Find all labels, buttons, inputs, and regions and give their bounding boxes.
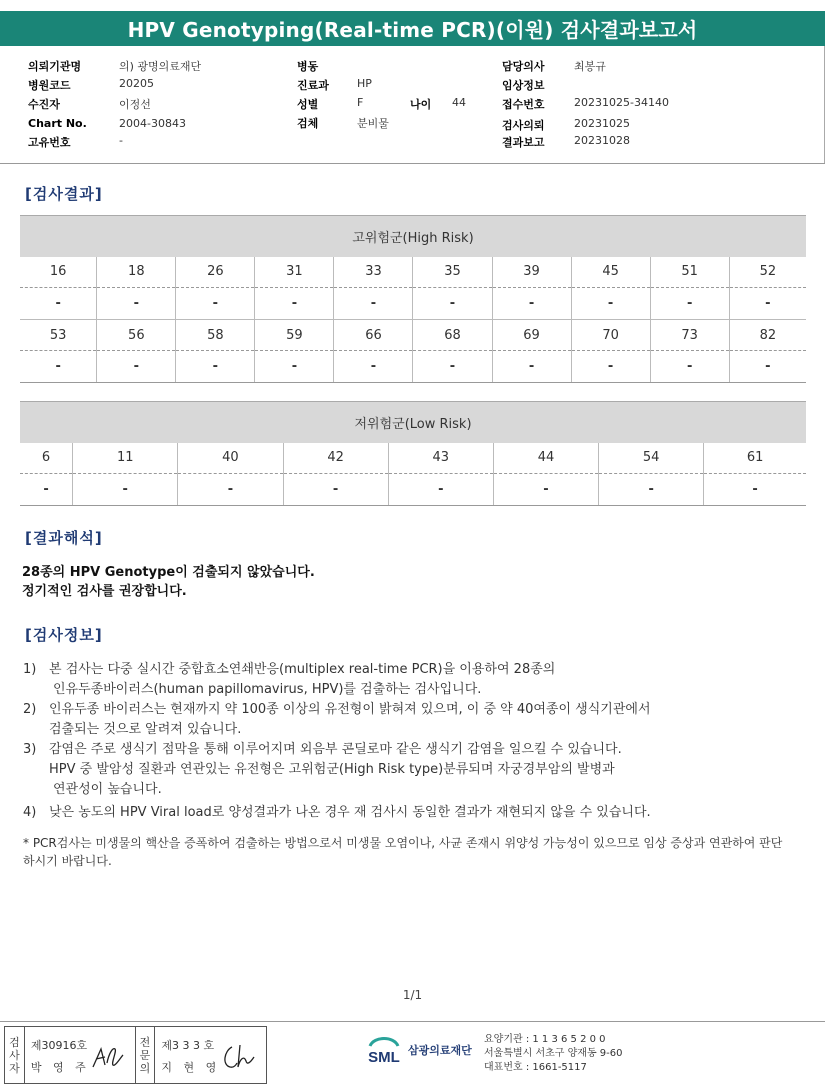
genotype-cell: 56 bbox=[97, 320, 176, 351]
info-value: 분비물 bbox=[357, 117, 389, 130]
result-cell: - bbox=[599, 474, 704, 506]
genotype-cell: 42 bbox=[283, 443, 388, 474]
info-value: 44 bbox=[452, 96, 466, 109]
genotype-cell: 53 bbox=[20, 320, 97, 351]
genotype-cell: 39 bbox=[492, 257, 571, 288]
result-cell: - bbox=[413, 288, 492, 320]
result-cell: - bbox=[388, 474, 493, 506]
note-item bbox=[23, 660, 803, 700]
reviewer-label bbox=[136, 1027, 156, 1083]
report-title: HPV Genotyping(Real-time PCR)(이원) 검사결과보고서 bbox=[0, 11, 825, 46]
results-title: [검사결과] bbox=[25, 185, 103, 203]
vertical-label-char: 검 bbox=[9, 1035, 20, 1049]
info-value: 20231025 bbox=[574, 117, 630, 130]
logo-mark: SML bbox=[368, 1049, 400, 1066]
note-number: 2) bbox=[23, 702, 37, 717]
genotype-cell: 68 bbox=[413, 320, 492, 351]
note-number: 1) bbox=[23, 662, 37, 677]
high-risk-table bbox=[20, 215, 806, 383]
genotype-cell: 35 bbox=[413, 257, 492, 288]
result-cell: - bbox=[176, 351, 255, 383]
low-risk-header: 저위험군(Low Risk) bbox=[20, 402, 806, 443]
result-cell: - bbox=[20, 351, 97, 383]
result-cell: - bbox=[176, 288, 255, 320]
org-code: 요양기관 : 1 1 3 6 5 2 0 0 bbox=[484, 1034, 606, 1045]
note-line: 연관성이 높습니다. bbox=[53, 782, 162, 797]
note-line: HPV 중 발암성 질환과 연관있는 유전형은 고위험군(High Risk type)분류되며 자궁경부암의 발병과 bbox=[49, 762, 615, 777]
vertical-label-char: 자 bbox=[9, 1061, 20, 1075]
result-cell: - bbox=[255, 288, 334, 320]
genotype-cell: 6 bbox=[20, 443, 73, 474]
interpretation-title: [결과해석] bbox=[25, 529, 103, 547]
genotype-cell: 51 bbox=[650, 257, 729, 288]
genotype-cell: 45 bbox=[571, 257, 650, 288]
tester-cell bbox=[25, 1027, 136, 1083]
info-value: 20231025-34140 bbox=[574, 96, 669, 109]
note-number: 4) bbox=[23, 805, 37, 820]
reviewer-license: 제3 3 3 호 bbox=[161, 1039, 215, 1052]
info-label: 병동 bbox=[297, 60, 319, 73]
result-cell: - bbox=[334, 288, 413, 320]
result-cell: - bbox=[729, 288, 806, 320]
result-cell: - bbox=[493, 474, 598, 506]
genotype-cell: 69 bbox=[492, 320, 571, 351]
genotype-cell: 58 bbox=[176, 320, 255, 351]
info-value: 20231028 bbox=[574, 134, 630, 147]
genotype-cell: 73 bbox=[650, 320, 729, 351]
info-value: 이정선 bbox=[119, 98, 151, 111]
info-title: [검사정보] bbox=[25, 626, 103, 644]
genotype-cell: 11 bbox=[73, 443, 178, 474]
result-cell: - bbox=[255, 351, 334, 383]
result-cell: - bbox=[413, 351, 492, 383]
sml-logo bbox=[364, 1034, 472, 1066]
genotype-cell: 16 bbox=[20, 257, 97, 288]
signature-box bbox=[4, 1026, 267, 1084]
pcr-footnote: * PCR검사는 미생물의 핵산을 증폭하여 검출하는 방법으로서 미생물 오염이나, 사균 존재시 위양성 가능성이 있으므로 임상 증상과 연관하여 판단하시기 바랍니다. bbox=[23, 836, 783, 868]
note-item bbox=[23, 700, 803, 740]
genotype-cell: 54 bbox=[599, 443, 704, 474]
info-label: 접수번호 bbox=[502, 98, 545, 111]
vertical-label-char: 전 bbox=[139, 1035, 151, 1049]
tester-name: 박 영 주 bbox=[30, 1061, 90, 1074]
note-line: 인유두종 바이러스는 현재까지 약 100종 이상의 유전형이 밝혀져 있으며, 이 중 약 40여종이 생식기관에서 bbox=[49, 702, 651, 717]
tester-license: 제30916호 bbox=[30, 1039, 88, 1052]
vertical-label-char: 사 bbox=[9, 1048, 20, 1062]
interpretation bbox=[22, 563, 315, 601]
result-cell: - bbox=[650, 288, 729, 320]
genotype-cell: 59 bbox=[255, 320, 334, 351]
genotype-cell: 44 bbox=[493, 443, 598, 474]
result-cell: - bbox=[650, 351, 729, 383]
genotype-cell: 31 bbox=[255, 257, 334, 288]
vertical-label-char: 의 bbox=[139, 1061, 151, 1075]
genotype-cell: 43 bbox=[388, 443, 493, 474]
patient-info bbox=[28, 55, 825, 165]
org-phone: 대표번호 : 1661-5117 bbox=[484, 1062, 587, 1073]
interpretation-line: 28종의 HPV Genotype이 검출되지 않았습니다. bbox=[22, 565, 315, 580]
vertical-label-char: 문 bbox=[139, 1048, 151, 1062]
note-line: 검출되는 것으로 알려져 있습니다. bbox=[49, 722, 242, 737]
tester-signature-icon bbox=[91, 1043, 125, 1071]
tester-label bbox=[5, 1027, 25, 1083]
interpretation-line: 정기적인 검사를 권장합니다. bbox=[22, 584, 187, 599]
result-cell: - bbox=[571, 351, 650, 383]
info-value: F bbox=[357, 96, 364, 109]
note-line: 감염은 주로 생식기 점막을 통해 이루어지며 외음부 콘딜로마 같은 생식기 감염을 일으킬 수 있습니다. bbox=[49, 742, 622, 757]
result-cell: - bbox=[492, 288, 571, 320]
info-label: 검사의뢰 bbox=[502, 119, 545, 132]
note-number: 3) bbox=[23, 742, 37, 757]
result-cell: - bbox=[97, 288, 176, 320]
info-label: 나이 bbox=[410, 98, 432, 111]
org-info bbox=[484, 1033, 623, 1075]
note-line: 본 검사는 다중 실시간 중합효소연쇄반응(multiplex real-time PCR)을 이용하여 28종의 bbox=[49, 662, 556, 677]
result-cell: - bbox=[97, 351, 176, 383]
genotype-cell: 40 bbox=[178, 443, 283, 474]
info-label: 진료과 bbox=[297, 79, 329, 92]
sml-logo-icon bbox=[364, 1034, 404, 1066]
note-line: 낮은 농도의 HPV Viral load로 양성결과가 나온 경우 재 검사시 동일한 결과가 재현되지 않을 수 있습니다. bbox=[49, 805, 651, 820]
genotype-cell: 82 bbox=[729, 320, 806, 351]
info-value: 2004-30843 bbox=[119, 117, 186, 130]
info-label: 담당의사 bbox=[502, 60, 545, 73]
logo-name: 삼광의료재단 bbox=[408, 1044, 472, 1057]
result-cell: - bbox=[729, 351, 806, 383]
info-label: 성별 bbox=[297, 98, 319, 111]
reviewer-cell bbox=[155, 1027, 266, 1083]
note-item bbox=[23, 803, 803, 823]
result-cell: - bbox=[704, 474, 806, 506]
result-cell: - bbox=[571, 288, 650, 320]
info-value: 최봉규 bbox=[574, 60, 606, 73]
genotype-cell: 33 bbox=[334, 257, 413, 288]
info-label: 수진자 bbox=[28, 98, 60, 111]
info-divider bbox=[0, 163, 825, 164]
genotype-cell: 52 bbox=[729, 257, 806, 288]
high-risk-header: 고위험군(High Risk) bbox=[20, 216, 806, 257]
genotype-cell: 70 bbox=[571, 320, 650, 351]
result-cell: - bbox=[178, 474, 283, 506]
org-address: 서울특별시 서초구 양재동 9-60 bbox=[484, 1048, 623, 1059]
result-cell: - bbox=[20, 474, 73, 506]
info-value: 20205 bbox=[119, 77, 154, 90]
info-label: 고유번호 bbox=[28, 136, 71, 149]
info-label: 결과보고 bbox=[502, 136, 545, 149]
genotype-cell: 61 bbox=[704, 443, 806, 474]
genotype-cell: 66 bbox=[334, 320, 413, 351]
genotype-cell: 18 bbox=[97, 257, 176, 288]
info-label: 의뢰기관명 bbox=[28, 60, 82, 73]
genotype-cell: 26 bbox=[176, 257, 255, 288]
info-label: Chart No. bbox=[28, 117, 87, 130]
page-number: 1/1 bbox=[402, 988, 423, 1002]
test-info-notes bbox=[23, 660, 803, 823]
result-cell: - bbox=[20, 288, 97, 320]
low-risk-table bbox=[20, 401, 806, 506]
note-line: 인유두종바이러스(human papillomavirus, HPV)를 검출하는 검사입니다. bbox=[53, 682, 482, 697]
result-cell: - bbox=[334, 351, 413, 383]
info-label: 임상정보 bbox=[502, 79, 545, 92]
info-value: HP bbox=[357, 77, 372, 90]
note-item bbox=[23, 740, 803, 800]
info-label: 병원코드 bbox=[28, 79, 71, 92]
result-cell: - bbox=[492, 351, 571, 383]
result-cell: - bbox=[73, 474, 178, 506]
result-cell: - bbox=[283, 474, 388, 506]
info-label: 검체 bbox=[297, 117, 319, 130]
footer-divider bbox=[0, 1021, 825, 1022]
info-value: - bbox=[119, 134, 123, 147]
reviewer-signature-icon bbox=[220, 1043, 256, 1071]
info-value: 의) 광명의료재단 bbox=[119, 60, 202, 73]
reviewer-name: 지 현 영 bbox=[161, 1061, 221, 1074]
